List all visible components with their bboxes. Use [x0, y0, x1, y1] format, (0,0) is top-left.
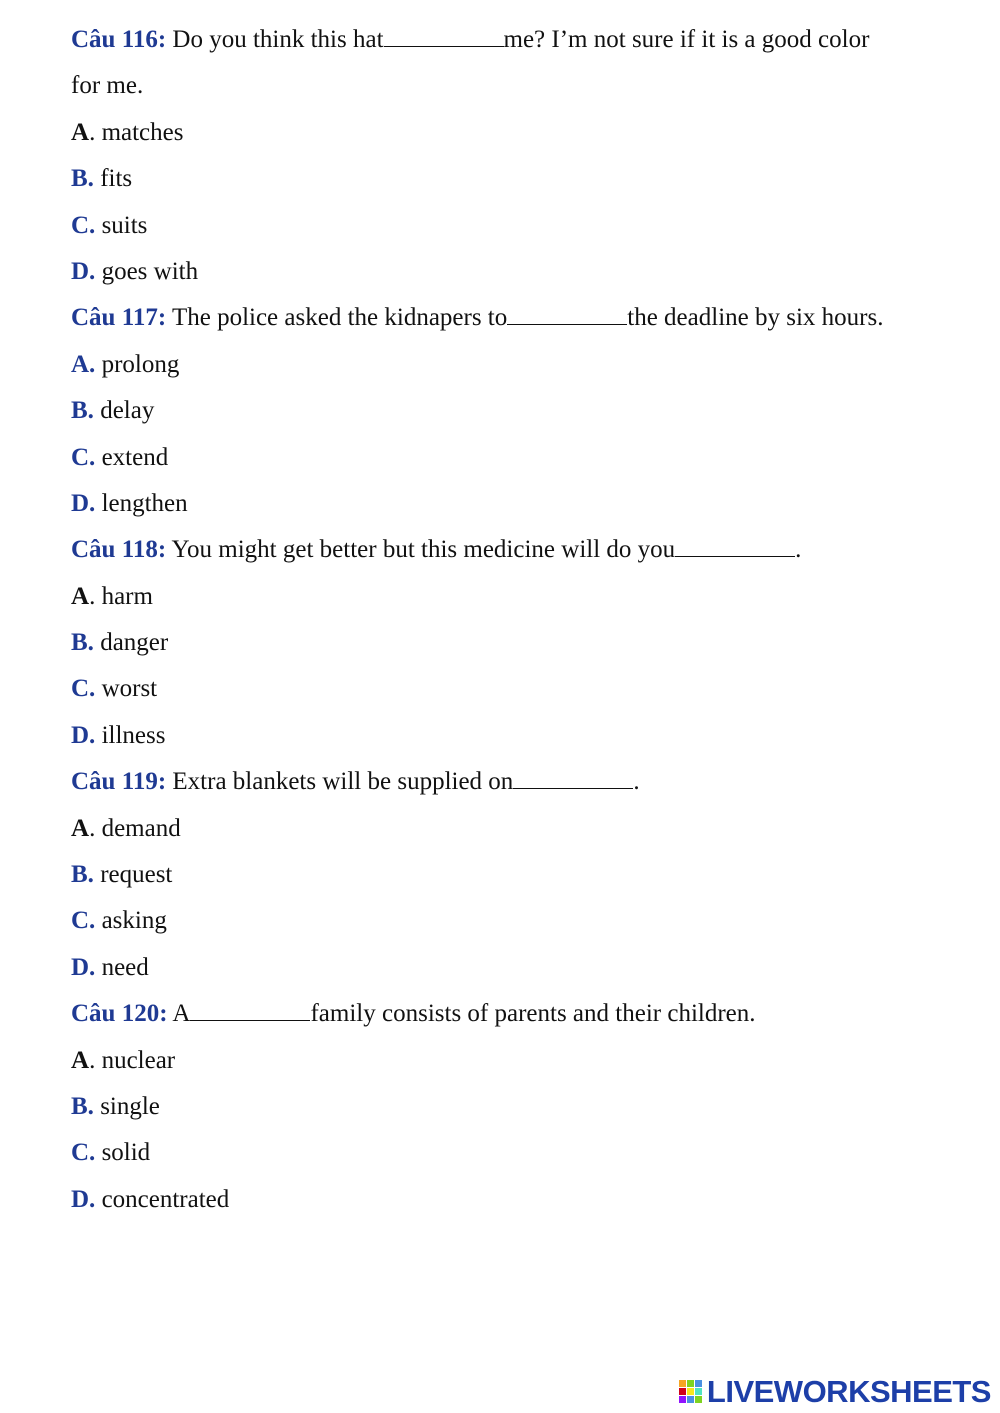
option-a[interactable] [71, 1038, 971, 1084]
option-separator: . [89, 118, 102, 146]
answer-blank [384, 26, 504, 47]
option-b[interactable] [71, 620, 971, 666]
option-letter: A. [71, 350, 96, 378]
question-text-after: the deadline by six hours. [627, 304, 884, 332]
answer-blank [507, 304, 627, 325]
option-a[interactable] [71, 342, 971, 388]
option-letter: C. [71, 1139, 96, 1167]
question-stem [71, 527, 971, 573]
option-text: fits [100, 165, 133, 193]
question-119 [71, 759, 971, 991]
option-text: single [100, 1092, 160, 1120]
liveworksheets-brand: LIVEWORKSHEETS [706, 1374, 991, 1409]
option-letter: C. [71, 443, 96, 471]
option-a[interactable] [71, 806, 971, 852]
option-letter: B. [71, 397, 94, 425]
option-letter: A [71, 1046, 90, 1074]
question-stem-continuation: for me. [71, 72, 144, 100]
option-a[interactable] [71, 110, 971, 156]
option-text: lengthen [101, 489, 188, 517]
option-text: need [101, 953, 149, 981]
option-c[interactable] [71, 666, 971, 712]
option-text: delay [100, 397, 155, 425]
question-text-after: . [795, 536, 802, 564]
liveworksheets-footer[interactable] [679, 1376, 991, 1407]
option-text: harm [101, 582, 153, 610]
option-text: danger [100, 629, 169, 657]
option-letter: D. [71, 489, 96, 517]
question-text-before: The police asked the kidnapers to [166, 304, 508, 332]
option-letter: D. [71, 257, 96, 285]
option-letter: D. [71, 721, 96, 749]
option-text: request [100, 861, 173, 889]
option-c[interactable] [71, 435, 971, 481]
option-letter: D. [71, 1185, 96, 1213]
option-text: concentrated [101, 1185, 230, 1213]
question-label: Câu 117: [71, 304, 167, 332]
option-text: illness [101, 721, 166, 749]
option-separator: . [89, 582, 102, 610]
option-a[interactable] [71, 574, 971, 620]
option-d[interactable] [71, 481, 971, 527]
answer-blank [190, 1000, 310, 1021]
option-text: asking [101, 907, 167, 935]
question-116 [71, 17, 971, 295]
question-label: Câu 116: [71, 26, 167, 53]
option-letter: C. [71, 907, 96, 935]
option-letter: A [71, 582, 90, 610]
question-text-after: me? I’m not sure if it is a good color [503, 26, 870, 53]
option-letter: B. [71, 1092, 94, 1120]
question-stem [71, 17, 971, 63]
question-stem [71, 991, 971, 1037]
question-117 [71, 295, 971, 527]
question-label: Câu 120: [71, 1000, 168, 1028]
option-b[interactable] [71, 156, 971, 202]
option-letter: C. [71, 675, 96, 703]
option-d[interactable] [71, 713, 971, 759]
option-letter: A [71, 118, 90, 146]
option-separator: . [89, 814, 102, 842]
option-text: extend [101, 443, 169, 471]
option-text: prolong [101, 350, 180, 378]
option-letter: C. [71, 211, 96, 239]
option-c[interactable] [71, 1130, 971, 1176]
option-d[interactable] [71, 1177, 971, 1223]
liveworksheets-logo-icon [679, 1380, 703, 1404]
question-118 [71, 527, 971, 759]
question-stem [71, 759, 971, 805]
worksheet-page [71, 17, 971, 1223]
option-letter: D. [71, 953, 96, 981]
question-text-after: family consists of parents and their children. [310, 1000, 756, 1028]
question-text-before: You might get better but this medicine will do you [166, 536, 676, 564]
option-text: solid [101, 1139, 151, 1167]
option-b[interactable] [71, 1084, 971, 1130]
option-text: demand [101, 814, 181, 842]
option-text: nuclear [101, 1046, 176, 1074]
option-d[interactable] [71, 945, 971, 991]
option-text: suits [101, 211, 148, 239]
option-letter: A [71, 814, 90, 842]
option-text: matches [101, 118, 184, 146]
question-text-before: Do you think this hat [166, 26, 384, 53]
option-c[interactable] [71, 203, 971, 249]
option-letter: B. [71, 861, 94, 889]
option-letter: B. [71, 629, 94, 657]
option-c[interactable] [71, 898, 971, 944]
question-text-before: A [167, 1000, 191, 1028]
option-text: goes with [101, 257, 199, 285]
question-label: Câu 118: [71, 536, 167, 564]
option-b[interactable] [71, 388, 971, 434]
answer-blank [513, 768, 633, 789]
question-text-before: Extra blankets will be supplied on [166, 768, 514, 796]
question-120 [71, 991, 971, 1223]
answer-blank [675, 536, 795, 557]
option-separator: . [89, 1046, 102, 1074]
option-letter: B. [71, 165, 94, 193]
question-label: Câu 119: [71, 768, 167, 796]
question-text-after: . [633, 768, 640, 796]
option-b[interactable] [71, 852, 971, 898]
option-d[interactable] [71, 249, 971, 295]
question-stem [71, 295, 971, 341]
option-text: worst [101, 675, 158, 703]
